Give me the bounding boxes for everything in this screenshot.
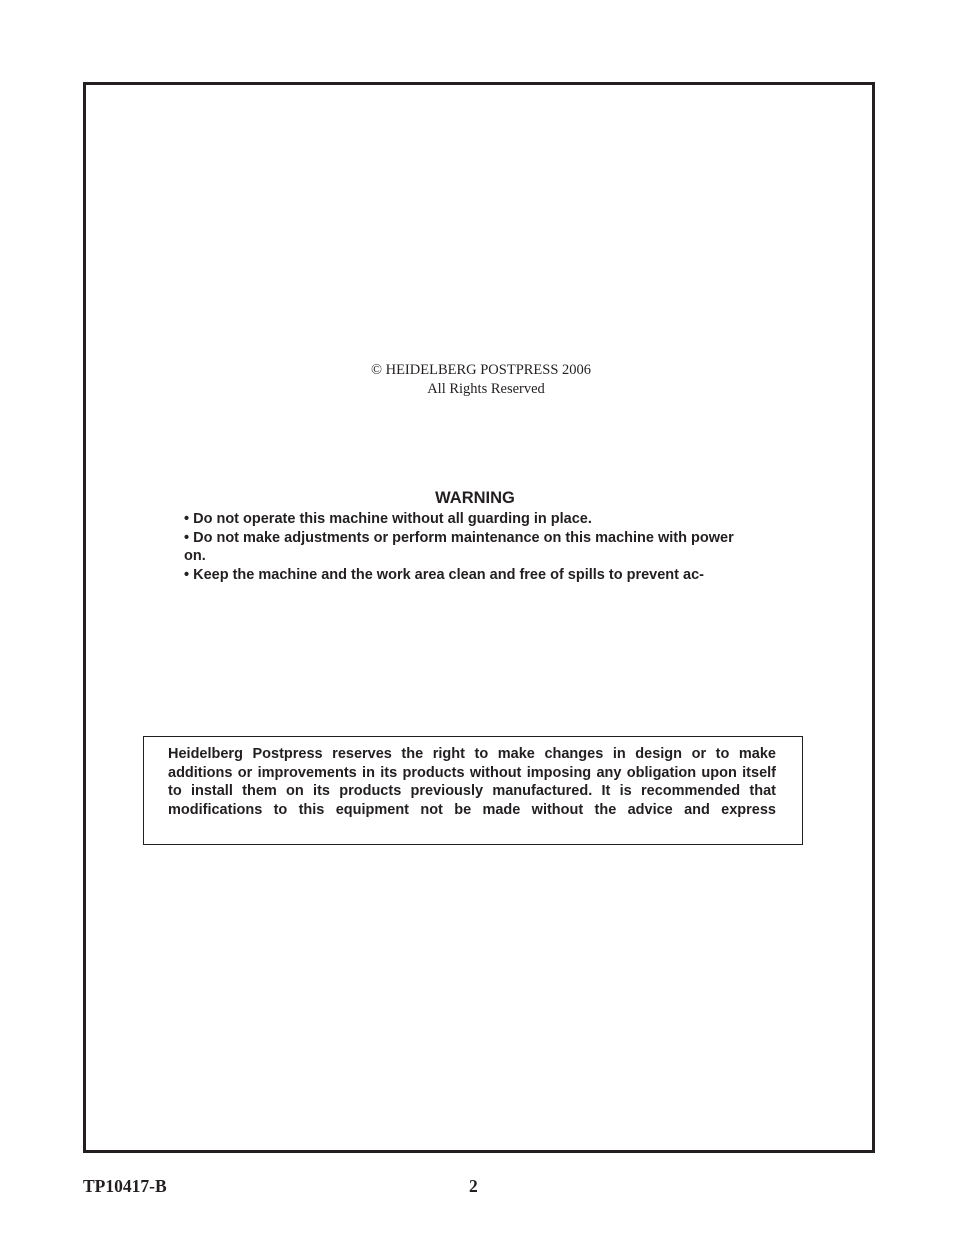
notice-text: Heidelberg Postpress reserves the right to make changes in design or to make additions or improvements in its products without imposing any obligation upon itself to install them on its products previously manufactured. It is recommended that modifications to this equipment not be made without the advice and express <box>168 746 776 819</box>
page-frame <box>83 82 875 1153</box>
copyright-line: © HEIDELBERG POSTPRESS 2006 <box>370 362 592 378</box>
document-code: TP10417-B <box>83 1176 167 1196</box>
page-number: 2 <box>469 1176 478 1196</box>
warning-item-guarding: • Do not operate this machine without all guarding in place. <box>184 511 592 527</box>
warning-heading <box>0 488 954 508</box>
warning-title: WARNING <box>435 489 515 507</box>
warning-list <box>184 510 754 584</box>
rights-line: All Rights Reserved <box>427 381 545 397</box>
warning-item-clean: • Keep the machine and the work area clean and free of spills to prevent ac- <box>184 566 704 583</box>
copyright-block <box>0 361 954 399</box>
warning-item-power: • Do not make adjustments or perform maintenance on this machine with power on. <box>184 529 734 564</box>
